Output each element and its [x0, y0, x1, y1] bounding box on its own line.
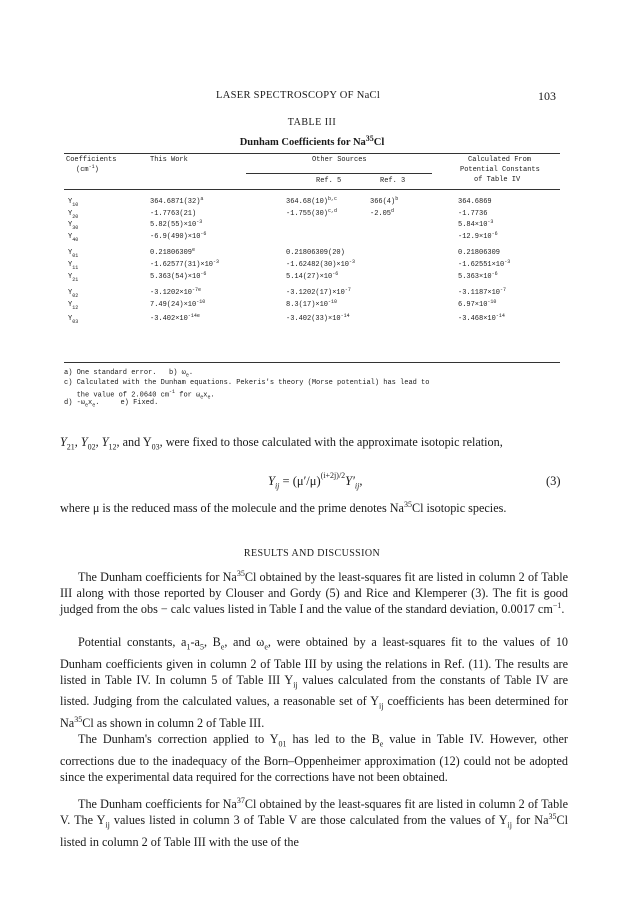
- coef-symbol: $Y_{03}$: [68, 315, 79, 325]
- coef-symbol: $Y_{30}$: [68, 221, 79, 231]
- head-calc-3: of Table IV: [474, 176, 521, 184]
- value-this-work: $5.363(54)\times 10^{-6}$: [150, 271, 207, 281]
- table-head-rule: [64, 189, 560, 190]
- paragraph-dunham-fit: The Dunham coefficients for Na$^{35}$Cl obtained by the least-squares fit are listed in column 2 of Table III along with those reported by Clouser and Gordy (5) and Rice and Klemperer (3). The fit is good judged from the obs − calc values listed in Table I and the value of the standard deviation, 0.0017 $cm^{-1}$.: [60, 569, 568, 617]
- value-this-work: 0.21806309e: [150, 247, 196, 257]
- paragraph-na37cl: The Dunham coefficients for Na$^{37}$Cl obtained by the least-squares fit are listed in column 2 of Table V. The $Y_{ij}$ values listed in column 3 of Table V are those calculated from the values of $Y_{ij}$ for Na$^{35}$Cl listed in column 2 of Table III with the use of the: [60, 796, 568, 849]
- value-ref3: $366(4)^b$: [370, 196, 399, 206]
- value-calculated: $-1.62551\times 10^{-3}$: [458, 259, 511, 269]
- coef-symbol: $Y_{20}$: [68, 210, 79, 220]
- coef-symbol: $Y_{40}$: [68, 233, 79, 243]
- value-calculated: $6.97\times 10^{-10}$: [458, 299, 497, 309]
- running-title: LASER SPECTROSCOPY OF NaCl: [216, 90, 381, 101]
- coef-symbol: $Y_{02}$: [68, 289, 79, 299]
- value-ref3: -2.05$^d$: [370, 208, 395, 218]
- footnote-a-b: a) One standard error. b) $\omega_e$.: [64, 369, 194, 379]
- value-calculated: $-3.468\times 10^{-14}$: [458, 313, 505, 323]
- equation-formula: $Y_{ij} = (\mu'/\mu)^{(i+2j)/2}Y'_{ij}$,: [268, 471, 363, 491]
- coef-symbol: $Y_{21}$: [68, 273, 79, 283]
- value-calculated: 0.21806309: [458, 249, 501, 257]
- value-ref5: $-1.755(30)^{c,d}$: [286, 208, 338, 218]
- table-label: TABLE III: [287, 117, 337, 128]
- value-ref5: $-3.1202(17)\times 10^{-7}$: [286, 287, 351, 297]
- value-calculated: 364.6869: [458, 198, 492, 206]
- value-ref5: $5.14(27)\times 10^{-6}$: [286, 271, 339, 281]
- head-unit: $(cm^{-1})$: [76, 164, 99, 174]
- value-this-work: $364.6871(32)^a$: [150, 196, 204, 206]
- table-top-rule: [64, 153, 560, 154]
- value-this-work: $-3.1202\times 10^{-7e}$: [150, 287, 202, 297]
- table-caption: Dunham Coefficients for Na$^{35}$Cl: [239, 134, 385, 148]
- value-ref5: $364.68(10)^{b,c}$: [286, 196, 338, 206]
- paragraph-isotopic-relation: $Y_{21}$, $Y_{02}$, $Y_{12}$, and $Y_{03}$, were fixed to those calculated with the approximate isotopic relation,: [60, 435, 503, 452]
- value-this-work: $-3.402\times 10^{-14e}$: [150, 313, 200, 323]
- value-calculated: $5.363\times 10^{-6}$: [458, 271, 498, 281]
- value-ref5: $-3.402(33)\times 10^{-14}$: [286, 313, 350, 323]
- coef-symbol: $Y_{01}$: [68, 249, 79, 259]
- value-calculated: -1.7736: [458, 210, 488, 218]
- value-calculated: $-12.9\times 10^{-6}$: [458, 231, 498, 241]
- value-this-work: $-6.9(490)\times 10^{-6}$: [150, 231, 207, 241]
- head-ref3: Ref. 3: [380, 177, 406, 185]
- other-sources-rule: [246, 173, 432, 174]
- page-number: 103: [538, 89, 556, 103]
- head-this-work: This Work: [150, 156, 188, 164]
- value-this-work: -1.7763(21): [150, 210, 197, 218]
- head-calc-2: Potential Constants: [460, 166, 540, 174]
- value-ref5: 0.21806309(20): [286, 249, 345, 257]
- footnote-c-1: c) Calculated with the Dunham equations. Pekeris's theory (Morse potential) has lead to: [64, 379, 430, 387]
- head-calc-1: Calculated From: [468, 156, 532, 164]
- paragraph-potential-constants: Potential constants, $a_1-a_5$, $B_e$, and $\omega_e$, were obtained by a least-squares fit to the values of 10 Dunham coefficients given in column 2 of Table III by using the relations in Ref. (11). The results are listed in Table IV. In column 5 of Table III $Y_{ij}$ values calculated from the constants of Table IV are listed. Judging from the calculated values, a reasonable set of $Y_{ij}$ coefficients has been determined for Na$^{35}$Cl as shown in column 2 of Table III.: [60, 635, 569, 731]
- value-ref5: $8.3(17)\times 10^{-10}$: [286, 299, 338, 309]
- paragraph-reduced-mass: where μ is the reduced mass of the molecule and the prime denotes Na$^{35}$Cl isotopic species.: [60, 500, 507, 515]
- coef-symbol: $Y_{11}$: [68, 261, 79, 271]
- value-this-work: $7.49(24)\times 10^{-10}$: [150, 299, 206, 309]
- value-ref5: $-1.62482(30)\times 10^{-3}$: [286, 259, 356, 269]
- value-calculated: $-3.1187\times 10^{-7}$: [458, 287, 507, 297]
- coef-symbol: $Y_{12}$: [68, 301, 79, 311]
- section-heading: RESULTS AND DISCUSSION: [243, 548, 381, 559]
- head-ref5: Ref. 5: [316, 177, 342, 185]
- paragraph-dunham-correction: The Dunham's correction applied to $Y_{01}$ has led to the $B_e$ value in Table IV. However, other corrections due to the inadequacy of the Born–Oppenheimer approximation (12) could not be adopted since the experimental data required for the corrections have not been obtained.: [60, 732, 568, 784]
- footnote-c-2: the value of 2.0640 $cm^{-1}$ for $\omega_ex_e$.: [64, 389, 215, 401]
- value-calculated: $5.84\times 10^{-3}$: [458, 219, 494, 229]
- value-this-work: $5.82(55)\times 10^{-3}$: [150, 219, 203, 229]
- footnote-d-e: d) $-\omega_ex_e$. e) Fixed.: [64, 399, 159, 409]
- head-coefficients: Coefficients: [66, 156, 117, 164]
- equation-number: (3): [546, 474, 561, 488]
- coef-symbol: $Y_{10}$: [68, 198, 79, 208]
- head-other-sources: Other Sources: [312, 156, 367, 164]
- table-bottom-rule: [64, 362, 560, 363]
- value-this-work: $-1.62577(31)\times 10^{-3}$: [150, 259, 220, 269]
